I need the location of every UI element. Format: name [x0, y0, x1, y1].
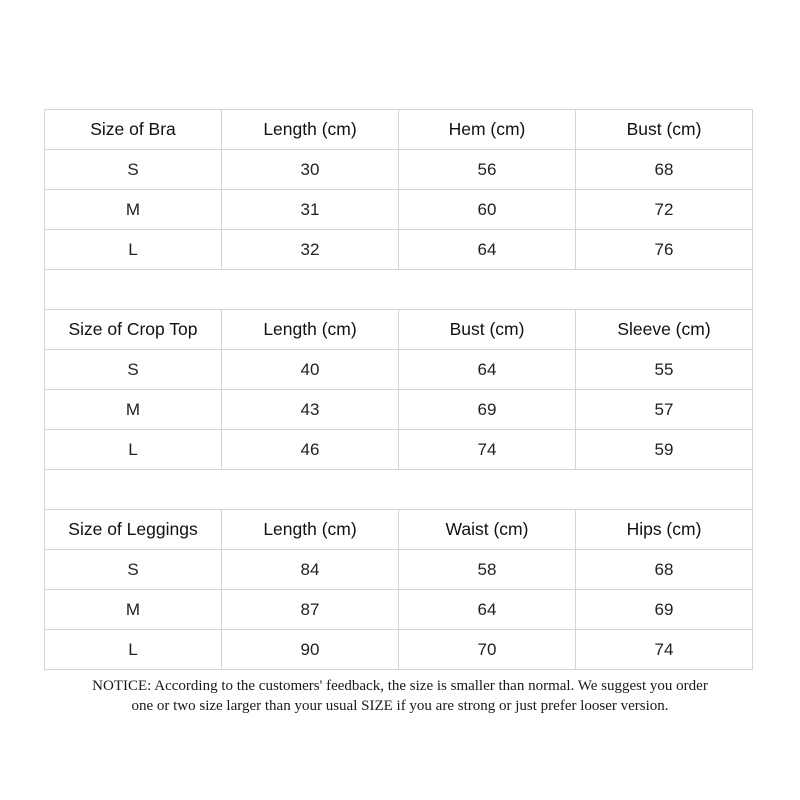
size-cell: S	[45, 150, 222, 190]
size-cell: M	[45, 590, 222, 630]
column-header: Length (cm)	[222, 110, 399, 150]
table-cell: 69	[576, 590, 753, 630]
table-cell: 59	[576, 430, 753, 470]
table-cell: 40	[222, 350, 399, 390]
table-cell: 68	[576, 150, 753, 190]
column-header: Waist (cm)	[399, 510, 576, 550]
table-cell: 84	[222, 550, 399, 590]
table-header-row	[45, 310, 753, 350]
table-row	[45, 190, 753, 230]
column-header: Size of Bra	[45, 110, 222, 150]
table-row	[45, 590, 753, 630]
column-header: Hem (cm)	[399, 110, 576, 150]
table-row	[45, 430, 753, 470]
table-cell: 31	[222, 190, 399, 230]
size-chart-table	[44, 109, 753, 670]
table-cell: 72	[576, 190, 753, 230]
crop-top-size-section	[45, 310, 753, 470]
table-cell: 56	[399, 150, 576, 190]
size-cell: M	[45, 390, 222, 430]
table-cell: 74	[399, 430, 576, 470]
table-cell: 58	[399, 550, 576, 590]
table-cell: 64	[399, 230, 576, 270]
table-row	[45, 350, 753, 390]
table-cell: 55	[576, 350, 753, 390]
table-row	[45, 550, 753, 590]
column-header: Bust (cm)	[576, 110, 753, 150]
leggings-size-section	[45, 510, 753, 670]
table-cell: 76	[576, 230, 753, 270]
table-header-row	[45, 110, 753, 150]
table-cell: 90	[222, 630, 399, 670]
table-cell: 69	[399, 390, 576, 430]
table-cell: 87	[222, 590, 399, 630]
table-cell: 30	[222, 150, 399, 190]
table-cell: 68	[576, 550, 753, 590]
size-cell: S	[45, 550, 222, 590]
size-cell: L	[45, 630, 222, 670]
table-cell: 43	[222, 390, 399, 430]
table-cell: 46	[222, 430, 399, 470]
table-cell: 70	[399, 630, 576, 670]
table-header-row	[45, 510, 753, 550]
table-row	[45, 150, 753, 190]
column-header: Hips (cm)	[576, 510, 753, 550]
table-cell: 60	[399, 190, 576, 230]
column-header: Length (cm)	[222, 510, 399, 550]
column-header: Sleeve (cm)	[576, 310, 753, 350]
bra-size-section	[45, 110, 753, 270]
notice-line-2: one or two size larger than your usual SIZE if you are strong or just prefer looser version.	[131, 698, 669, 714]
column-header: Size of Leggings	[45, 510, 222, 550]
column-header: Length (cm)	[222, 310, 399, 350]
table-cell: 32	[222, 230, 399, 270]
notice-line-1: NOTICE: According to the customers' feedback, the size is smaller than normal. We suggest you order	[92, 678, 708, 694]
table-row	[45, 630, 753, 670]
table-row	[45, 390, 753, 430]
size-cell: S	[45, 350, 222, 390]
column-header: Bust (cm)	[399, 310, 576, 350]
table-cell: 57	[576, 390, 753, 430]
table-row	[45, 230, 753, 270]
size-cell: M	[45, 190, 222, 230]
sizing-notice	[20, 676, 780, 716]
table-cell: 64	[399, 350, 576, 390]
column-header: Size of Crop Top	[45, 310, 222, 350]
section-spacer-row	[45, 270, 753, 310]
size-cell: L	[45, 230, 222, 270]
table-cell: 74	[576, 630, 753, 670]
table-cell: 64	[399, 590, 576, 630]
section-spacer-row	[45, 470, 753, 510]
size-cell: L	[45, 430, 222, 470]
